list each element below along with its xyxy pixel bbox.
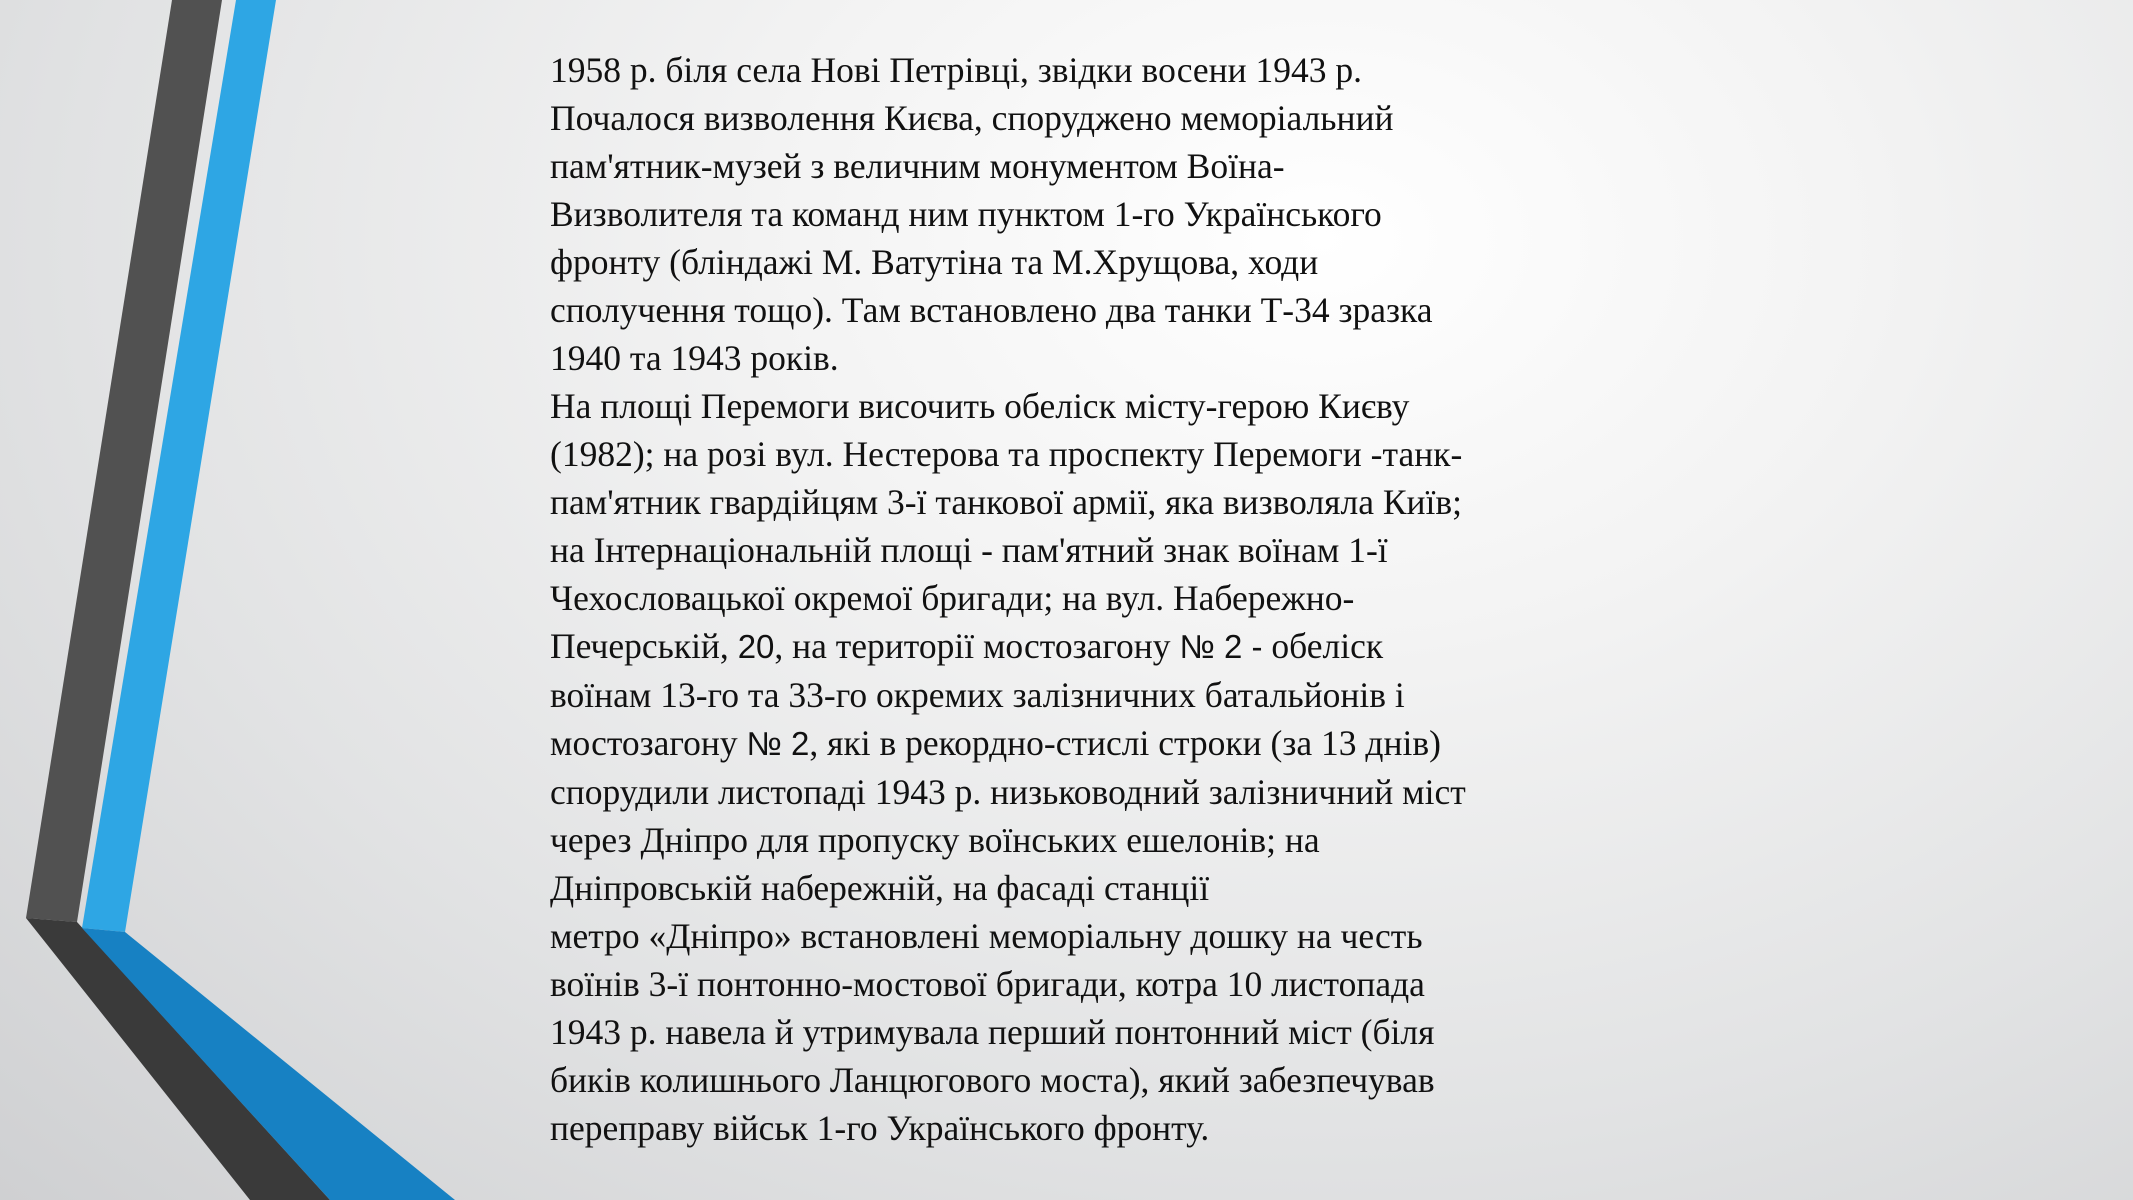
text-line: Чехословацької окремої бригади; на вул. Набережно- [550,578,1355,618]
text-line: 1940 та 1943 років. [550,338,839,378]
text-line: воїнів 3-ї понтонно-мостової бригади, котра 10 листопада [550,964,1425,1004]
text-line: 1943 р. навела й утримувала перший понтонний міст (біля [550,1012,1435,1052]
station-name: «Дніпро» [648,916,792,956]
text-line: (1982); на розі вул. Нестерова та проспекту Перемоги -танк- [550,434,1463,474]
text-line: сполучення тощо). Там встановлено два танки Т-34 зразка [550,290,1433,330]
text-line: спорудили листопаді 1943 р. низьководний залізничний міст [550,772,1466,812]
house-number: 20 [737,628,775,665]
text-line: пам'ятник-музей з величним монументом Воїна- [550,146,1285,186]
text-line: На площі Перемоги височить обеліск місту-герою Києву [550,386,1410,426]
text-line: биків колишнього Ланцюгового моста), який забезпечував [550,1060,1435,1100]
unit-number: № 2 [746,725,810,762]
text-line [550,622,1610,671]
text-fragment: Печерській, [550,626,738,666]
text-line: Почалося визволення Києва, споруджено меморіальний [550,98,1394,138]
text-fragment: встановлені меморіальну дошку на честь [791,916,1423,956]
text-line: пам'ятник гвардійцям 3-ї танкової армії, яка визволяла Київ; [550,482,1462,522]
text-line: на Інтернаціональній площі - пам'ятний знак воїнам 1-ї [550,530,1388,570]
text-line: фронту (бліндажі М. Ватутіна та М.Хрущова, ходи [550,242,1319,282]
text-line: 1958 р. біля села Нові Петрівці, звідки восени 1943 р. [550,50,1363,90]
text-fragment: метро [550,916,649,956]
body-text [550,46,1610,1152]
text-fragment: , на території мостозагону [774,626,1180,666]
text-fragment: обеліск [1262,626,1384,666]
text-fragment: мостозагону [550,723,747,763]
text-line: воїнам 13-го та 33-го окремих залізничних батальйонів і [550,675,1405,715]
text-line [550,912,1610,960]
text-line: Визволителя та команд ним пунктом 1-го Українського [550,194,1382,234]
dark-stripe-lower [26,918,330,1200]
text-line: через Дніпро для пропуску воїнських ешелонів; на [550,820,1320,860]
text-line: Дніпровській набережній, на фасаді станції [550,868,1210,908]
text-line: переправу військ 1-го Українського фронту. [550,1108,1210,1148]
unit-number: № 2 - [1179,628,1263,665]
text-line [550,719,1610,768]
text-fragment: , які в рекордно-стислі строки (за 13 днів) [809,723,1441,763]
